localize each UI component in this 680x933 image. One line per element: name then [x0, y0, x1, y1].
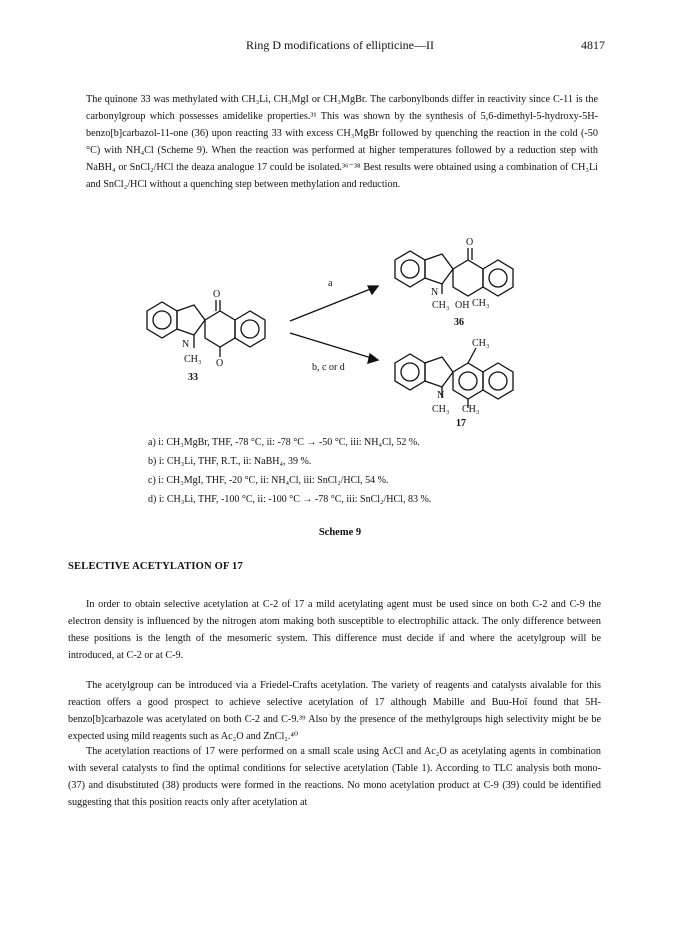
paragraph-quinone-methylation: The quinone 33 was methylated with CH₃Li, CH₃MgI or CH₃MgBr. The carbonylbonds differ in reactivity since C-11 is the carbonylgroup which possesses amidelike properties.³¹ This was shown by the synthesis of 5,6-dimethyl-5-hydroxy-5H-benzo[b]carbazol-11-one (36) upon reacting 33 with excess CH₃MgBr followed by quenching the reaction in the cold (-50 °C) with NH₄Cl (Scheme 9). When the reaction was performed at higher temperatures followed by a reduction step with NaBH₄ or SnCl₂/HCl the deaza analogue 17 could be isolated.³⁶⁻³⁸ Best results were obtained using a combination of CH₃Li and SnCl₂/HCl without a quenching step between methylation and reduction.: [86, 94, 598, 190]
running-header-title: Ring D modifications of ellipticine—II: [246, 38, 434, 52]
atom-n-17: N: [437, 390, 445, 401]
atom-ch3-17-c: CH₃: [462, 404, 480, 415]
condition-d: d) i: CH₃Li, THF, -100 °C, ii: -100 °C → -78 °C, iii: SnCl₂/HCl, 83 %.: [148, 494, 432, 505]
structure-36: [395, 248, 513, 296]
atom-ch3-17-top: CH₃: [472, 338, 490, 349]
arrow-label-bcd: b, c or d: [312, 362, 345, 373]
condition-a: a) i: CH₃MgBr, THF, -78 °C, ii: -78 °C → -50 °C, iii: NH₄Cl, 52 %.: [148, 437, 420, 448]
atom-ch3-36-c: CH₃: [472, 298, 490, 309]
paragraph-acetylation-reactions: The acetylation reactions of 17 were performed on a small scale using AcCl and Ac₂O as acetylating agents in combination with several catalysts to find the optimal conditions for selective acetylation (Table 1). According to TLC analysis both mono- (37) and disubstituted (38) products were formed in the reactions. No mono acetylation product at C-9 (39) could be identified suggesting that this position reacts only after acetylation at: [68, 746, 601, 808]
section-heading: SELECTIVE ACETYLATION OF 17: [68, 561, 243, 572]
condition-c: c) i: CH₃MgI, THF, -20 °C, ii: NH₄Cl, iii: SnCl₂/HCl, 54 %.: [148, 475, 389, 486]
condition-b: b) i: CH₃Li, THF, R.T., ii: NaBH₄, 39 %.: [148, 456, 312, 467]
atom-ch3-36-n: CH₃: [432, 300, 450, 311]
compound-label-33: 33: [188, 372, 198, 383]
page-number: 4817: [581, 38, 605, 52]
atom-n-33: N: [182, 339, 190, 350]
compound-label-36: 36: [454, 317, 464, 328]
paragraph-friedel-crafts: The acetylgroup can be introduced via a Friedel-Crafts acetylation. The variety of reagents and catalysts aivalable for this reaction offers a good prospect to achieve selective acetylation of 17 although Mabille and Buu-Hoï found that 5H-benzo[b]carbazole was acetylated on both C-2 and C-9.³⁹ Also by the presence of the methylgroups high selectivity might be be expected using mild reagents such as Ac₂O and ZnCl₂.⁴⁰: [68, 680, 601, 742]
structure-33: [147, 300, 265, 357]
atom-o-33-bottom: O: [216, 358, 224, 369]
compound-label-17: 17: [456, 418, 466, 428]
structure-17: [395, 348, 513, 408]
atom-o-36: O: [466, 237, 474, 248]
atom-ch3-17-n: CH₃: [432, 404, 450, 415]
scheme-label: Scheme 9: [318, 527, 362, 538]
atom-oh-36: OH: [455, 300, 470, 311]
atom-ch3-33: CH₃: [184, 354, 202, 365]
atom-n-36: N: [431, 287, 439, 298]
scheme-9-diagram: [0, 218, 680, 428]
arrow-label-a: a: [328, 278, 333, 289]
paragraph-selective-acetylation: In order to obtain selective acetylation at C-2 of 17 a mild acetylating agent must be used since on both C-2 and C-9 the electron density is influenced by the nitrogen atom making both susceptible to electrophilic attack. The only difference between these positions is the length of the mesomeric system. This difference must decide if and where the acetylgroup will be introduced, at C-2 or at C-9.: [68, 599, 601, 661]
atom-o-33-top: O: [213, 289, 221, 300]
